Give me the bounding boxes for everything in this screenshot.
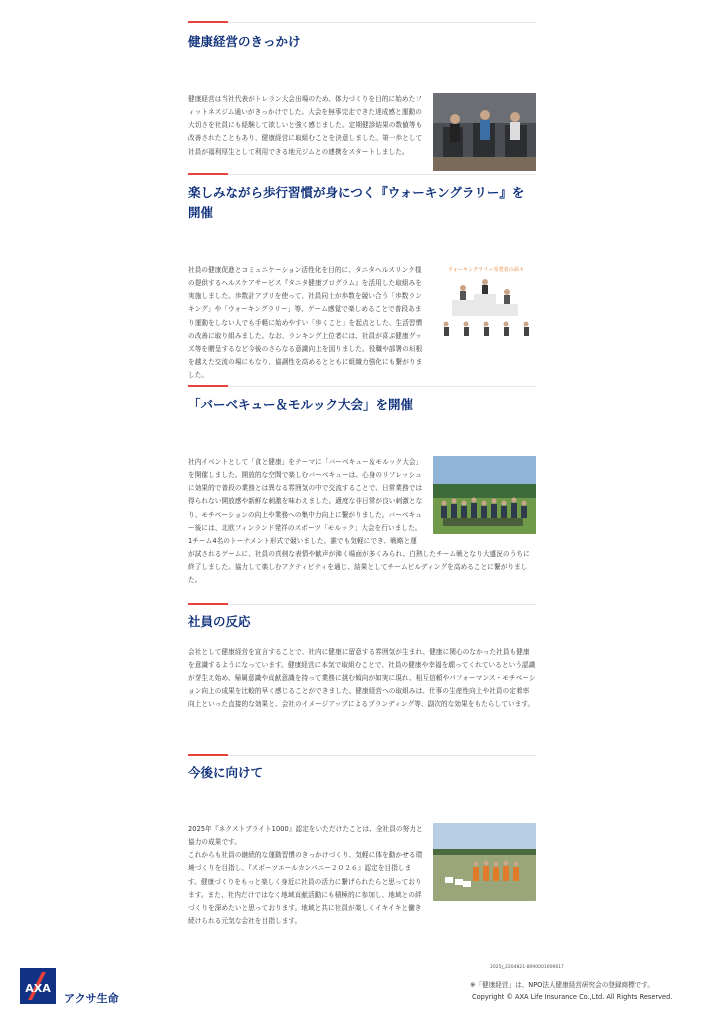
accent-bar [188,385,228,387]
logo-text: AXA [25,982,51,995]
section-body [188,797,536,928]
accent-bar [188,754,228,756]
section-body [188,67,536,184]
accent-bar [188,21,228,23]
community-photo [433,810,536,914]
section-heading: 社員の反応 [188,614,251,629]
gym-photo [433,80,536,184]
trademark-note: ※「健康経営」は、NPO法人健康経営研究会の登録商標です。 [470,981,654,989]
section-body [188,430,536,587]
divider [188,604,536,605]
copyright: Copyright © AXA Life Insurance Co.,Ltd. All Rights Reserved. [472,993,673,1001]
document-id: 2025J_2204821-8090001606617 [490,965,564,970]
section-heading: 今後に向けて [188,765,264,780]
section-body [188,238,536,382]
divider [188,174,536,175]
divider [188,755,536,756]
accent-bar [188,603,228,605]
section-heading: 楽しみながら歩行習慣が身につく『ウォーキングラリー』を開催 [188,185,525,220]
section-heading: 「バーベキュー＆モルック大会」を開催 [188,397,414,412]
body-text: 社内イベントとして「食と健康」をテーマに「バーベキュー＆モルック大会」を開催しました。開放的な空間で楽しむバーベキューは、心身のリフレッシュに効果的で普段の業務とは異なる雰囲気の中で交流することで、日常業務では得られない開放感や新鮮な刺激を味わえました。適度な非日常が良い刺激となり、モチベーションの向上や業務への集中力向上に繋がりました。バーベキュー後には、北欧フィンランド発祥のスポーツ「モルック」大会を行いました。1チーム4名のトーナメント形式で競いました。誰でも気軽にでき、戦略と運が試されるゲームに、社員の真剣な表情や歓声が沸く場面が多くみられ、白熱したチーム戦となり大盛況のうちに終了しました。協力して楽しむアクティビティを通じ、結果としてチームビルディングを高めることに繋がりました。 [188,458,530,585]
section-heading: 健康経営のきっかけ [188,34,301,49]
axa-logo [20,968,56,1004]
accent-bar [188,173,228,175]
ranking-illustration [436,251,536,357]
image-caption: ウォーキングラリー受賞者の面々 [447,267,525,274]
body-text: 2025年『ネクストブライト1000』認定をいただけたことは、全社員の努力と協力の成果です。 これからも社員の継続的な運動習慣のきっかけづくり、気軽に体を動かせる環境づくりを目指し、『スポーツエールカンパニー２０２６』認定を目指します。健康づくりをもっと楽しく身近に社員の活力に繋げられたらと思っております。また、社内だけではなく地域貢献活動にも積極的に参加し、地域との絆づくりを深めたいと思っております。地域と共に社員が楽しくイキイキと働き続けられる元気な会社を目指します。 [188,825,423,925]
divider [188,22,536,23]
body-text: 健康経営は当社代表がトレラン大会出場のため、体力づくりを目的に始めたフィットネスジム通いがきっかけでした。大会を無事完走できた達成感と運動の大切さを社員にも経験して欲しいと強く感じました。定期健診結果の数値等も改善されたこともあり、健康経営に取組むことを決意しました。第一歩として社員が福利厚生として利用できる地元ジムとの連携をスタートしました。 [188,95,423,156]
divider [188,386,536,387]
section-body: 会社として健康経営を宣言することで、社内に健康に留意する雰囲気が生まれ、健康に関心のなかった社員も健康を意識するようになっています。健康経営に本気で取組むことで、社員の健康や幸福を願ってくれているという認識が芽生え始め、帰属意識や貢献意識を持って業務に挑む傾向が如実に現れ、相互信頼やパフォーマンス・モチベーション向上の成果を比較的早く感じることができました。健康経営への取組みは、仕事の生産性向上や社員の定着率向上といった直接的な効果と、会社のイメージアップによるブランディング等、副次的な効果をもたらしています。 [188,648,536,709]
body-text: 社員の健康促進とコミュニケーション活性化を目的に、タニタヘルスリンク様の提供するヘルスケアサービス『タニタ健康プログラム』を活用した取組みを実施しました。歩数計アプリを使って、社員同士が歩数を競い合う「歩数ランキング」や「ウォーキングラリー」等、ゲーム感覚で楽しめることで普段あまり運動をしない人でも手軽に始めやすい「歩くこと」を起点とした、生活習慣の改善に取り組みました。なお、ランキング上位者には、社員が喜ぶ健康グッズ等を贈呈するなど今後のさらなる意識向上を図りました。役職や部署の垣根を越えた交流の場にもなり、協調性を高めるとともに組織力強化にも繋がりました。 [188,266,423,379]
brand-name: アクサ生命 [64,992,119,1005]
bbq-photo [433,443,536,547]
